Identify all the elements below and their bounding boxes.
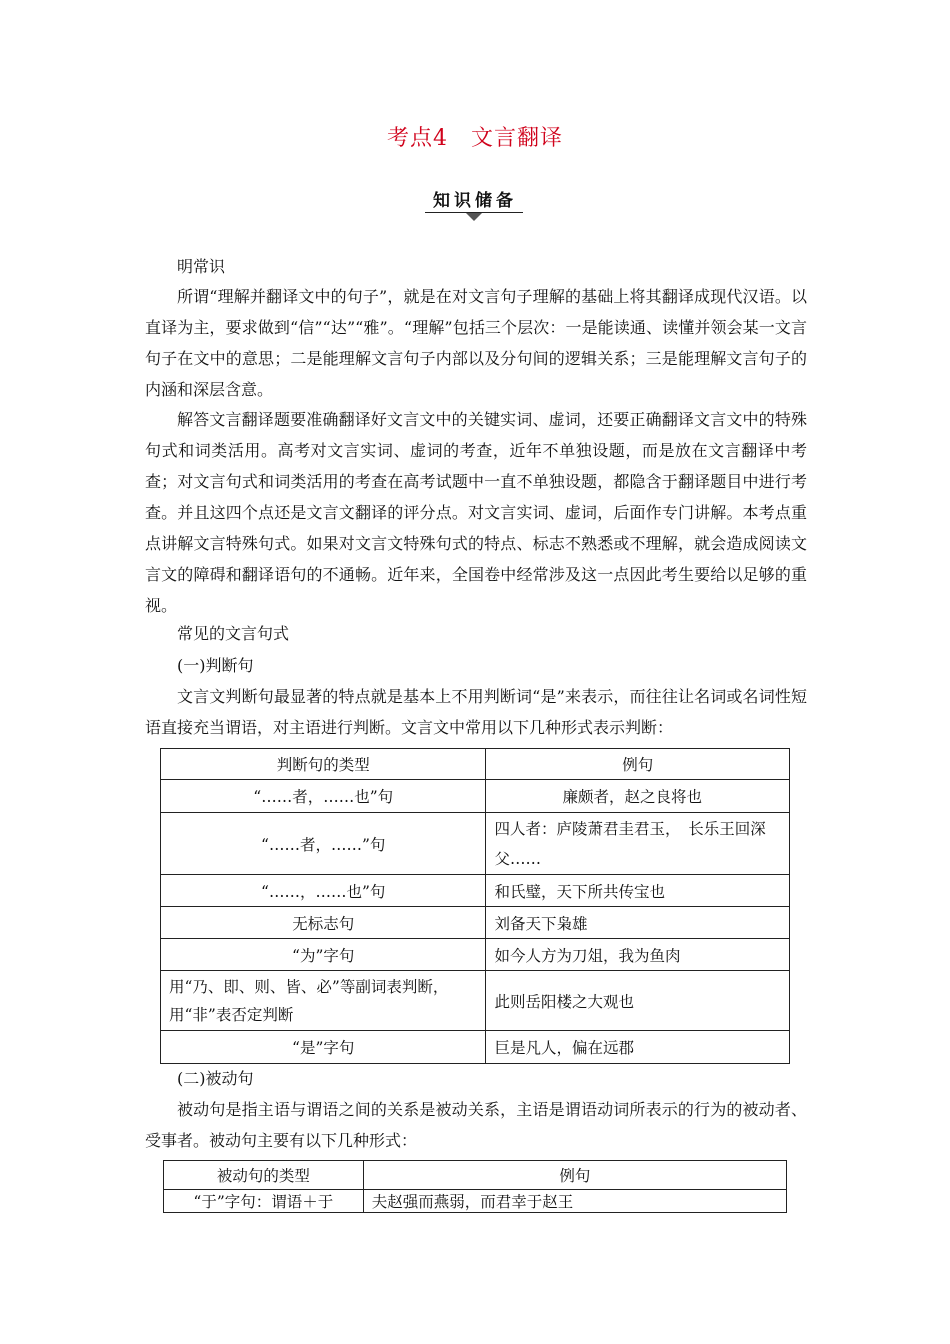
table-cell: 无标志句 xyxy=(161,907,486,939)
table-cell: “为”字句 xyxy=(161,939,486,971)
table-cell: 四人者：庐陵萧君圭君玉， 长乐王回深父…… xyxy=(486,813,790,875)
table-cell: “于”字句：谓语＋于 xyxy=(164,1190,364,1213)
table-cell: 夫赵强而燕弱，而君幸于赵王 xyxy=(363,1190,786,1213)
table-cell: 和氏璧，天下所共传宝也 xyxy=(486,875,790,907)
table-cell: 此则岳阳楼之大观也 xyxy=(486,971,790,1031)
paragraph-definition: 所谓“理解并翻译文中的句子”，就是在对文言句子理解的基础上将其翻译成现代汉语。以直译为主，要求做到“信”“达”“雅”。“理解”包括三个层次：一是能读通、读懂并领会某一文言句子在文中的意思；二是能理解文言句子内部以及分句间的逻辑关系；三是能理解文言句子的内涵和深层含意。 xyxy=(145,287,807,399)
heading-passive: (二)被动句 xyxy=(177,1069,254,1088)
badge-arrow-icon xyxy=(466,213,482,221)
table-cell: “……者，……”句 xyxy=(161,813,486,875)
table-cell: 用“乃、即、则、皆、必”等副词表判断，用“非”表否定判断 xyxy=(161,971,486,1031)
table-cell: 刘备天下枭雄 xyxy=(486,907,790,939)
table-header: 判断句的类型 xyxy=(161,749,486,780)
page-title: 考点4 文言翻译 xyxy=(387,126,563,151)
table-cell: “……，……也”句 xyxy=(161,875,486,907)
passive-table xyxy=(163,1160,787,1213)
table-cell: 巨是凡人，偏在远郡 xyxy=(486,1031,790,1064)
table-cell: 如今人方为刀俎，我为鱼肉 xyxy=(486,939,790,971)
judgment-table xyxy=(160,748,790,1064)
table-cell: 廉颇者，赵之良将也 xyxy=(486,780,790,813)
section-badge: 知识储备 xyxy=(433,191,517,211)
paragraph-method: 解答文言翻译题要准确翻译好文言文中的关键实词、虚词，还要正确翻译文言文中的特殊句式和词类活用。高考对文言实词、虚词的考查，近年不单独设题，而是放在文言翻译中考查；对文言句式和词类活用的考查在高考试题中一直不单独设题，都隐含于翻译题目中进行考查。并且这四个点还是文言文翻译的评分点。对文言实词、虚词，后面作专门讲解。本考点重点讲解文言特殊句式。如果对文言文特殊句式的特点、标志不熟悉或不理解，就会造成阅读文言文的障碍和翻译语句的不通畅。近年来，全国卷中经常涉及这一点因此考生要给以足够的重视。 xyxy=(145,410,807,615)
table-cell: “……者，……也”句 xyxy=(161,780,486,813)
table-cell: “是”字句 xyxy=(161,1031,486,1064)
table-header: 例句 xyxy=(486,749,790,780)
table-header: 被动句的类型 xyxy=(164,1161,364,1190)
paragraph-passive: 被动句是指主语与谓语之间的关系是被动关系，主语是谓语动词所表示的行为的被动者、受事者。被动句主要有以下几种形式： xyxy=(145,1100,807,1150)
paragraph-judgment: 文言文判断句最显著的特点就是基本上不用判断词“是”来表示，而往往让名词或名词性短语直接充当谓语，对主语进行判断。文言文中常用以下几种形式表示判断： xyxy=(145,687,807,737)
heading-mingchangshi: 明常识 xyxy=(177,257,226,276)
table-header: 例句 xyxy=(363,1161,786,1190)
heading-common-sentences: 常见的文言句式 xyxy=(177,624,290,643)
heading-judgment: (一)判断句 xyxy=(177,656,254,675)
